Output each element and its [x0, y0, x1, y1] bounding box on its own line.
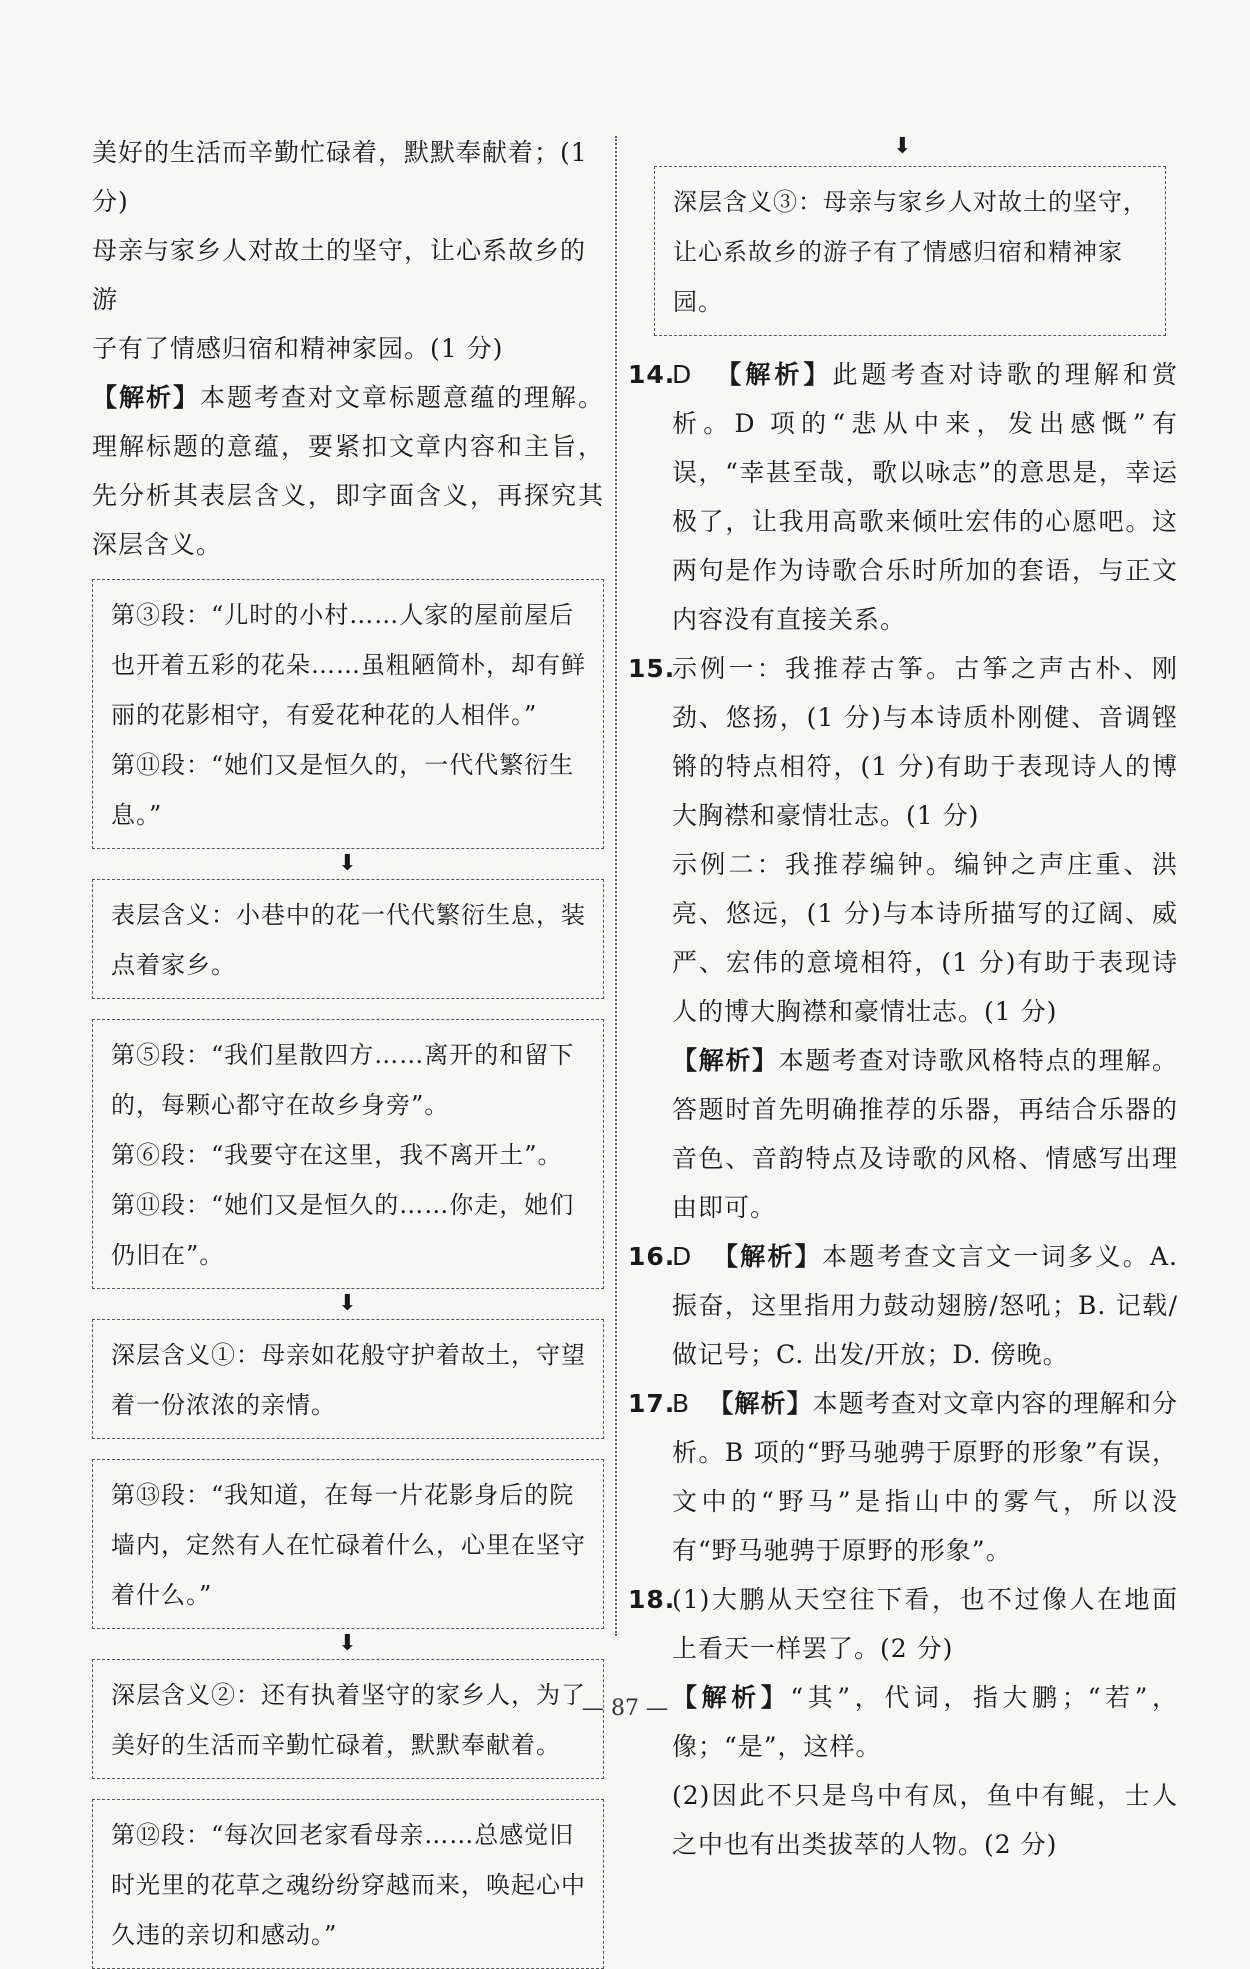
- q18-answer-2: (2)因此不只是鸟中有凤，鱼中有鲲，士人之中也有出类拔萃的人物。(2 分): [672, 1781, 1178, 1859]
- surface-meaning-box: 表层含义：小巷中的花一代代繁衍生息，装点着家乡。: [92, 879, 604, 999]
- left-column: [92, 128, 604, 1969]
- column-divider: [615, 136, 617, 1636]
- deep-meaning-box-3: 深层含义③：母亲与家乡人对故土的坚守，让心系故乡的游子有了情感归宿和精神家园。: [654, 166, 1166, 336]
- intro-line-1: 美好的生活而辛勤忙碌着，默默奉献着；(1 分): [92, 138, 588, 216]
- q17-label: 【解析】: [708, 1389, 813, 1418]
- q16-text: 本题考查文言文一词多义。A. 振奋，这里指用力鼓动翅膀/怒吼；B. 记载/做记号；C. 出发/开放；D. 傍晚。: [672, 1242, 1178, 1369]
- intro-line-3: 子有了情感归宿和精神家园。(1 分): [92, 334, 504, 363]
- q15-number: 15.: [628, 654, 676, 683]
- evidence-box-2: 第⑤段：“我们星散四方……离开的和留下的，每颗心都守在故乡身旁”。 第⑥段：“我要守在这里，我不离开土”。 第⑪段：“她们又是恒久的……你走，她们仍旧在”。: [92, 1019, 604, 1289]
- q15-label: 【解析】: [672, 1046, 779, 1075]
- q14-label: 【解析】: [716, 360, 833, 389]
- title-analysis: [92, 373, 604, 569]
- q14-text: 此题考查对诗歌的理解和赏析。D 项的“悲从中来，发出感慨”有误，“幸甚至哉，歌以咏志”的意思是，幸运极了，让我用高歌来倾吐宏伟的心愿吧。这两句是作为诗歌合乐时所加的套语，与正文内容没有直接关系。: [672, 360, 1178, 634]
- deep-meaning-box-1: 深层含义①：母亲如花般守护着故土，守望着一份浓浓的亲情。: [92, 1319, 604, 1439]
- down-arrow-icon: ⬇: [338, 1291, 358, 1316]
- q17-answer: B: [672, 1389, 691, 1418]
- q16-answer: D: [672, 1242, 693, 1271]
- q18-text: “其”，代词，指大鹏；“若”，像；“是”，这样。: [672, 1683, 1178, 1761]
- q15-text: 本题考查对诗歌风格特点的理解。答题时首先明确推荐的乐器，再结合乐器的音色、音韵特点及诗歌的风格、情感写出理由即可。: [672, 1046, 1178, 1222]
- question-18: [628, 1575, 1178, 1869]
- down-arrow-icon: ⬇: [338, 1631, 358, 1656]
- question-14: [628, 350, 1178, 644]
- analysis-label: 【解析】: [92, 383, 200, 412]
- page-number: — 87 —: [582, 1696, 668, 1721]
- evidence-box-3: 第⑬段：“我知道，在每一片花影身后的院墙内，定然有人在忙碌着什么，心里在坚守着什么。”: [92, 1459, 604, 1629]
- q18-number: 18.: [628, 1585, 676, 1614]
- question-15: [628, 644, 1178, 1232]
- evidence-box-4: 第⑫段：“每次回老家看母亲……总感觉旧时光里的花草之魂纷纷穿越而来，唤起心中久违的亲切和感动。”: [92, 1799, 604, 1969]
- deep-meaning-box-2: 深层含义②：还有执着坚守的家乡人，为了美好的生活而辛勤忙碌着，默默奉献着。: [92, 1659, 604, 1779]
- q18-label: 【解析】: [672, 1683, 791, 1712]
- intro-line-2: 母亲与家乡人对故土的坚守，让心系故乡的游: [92, 236, 587, 314]
- down-arrow-icon: ⬇: [338, 851, 358, 876]
- evidence-box-1: 第③段：“儿时的小村……人家的屋前屋后也开着五彩的花朵……虽粗陋简朴，却有鲜丽的花影相守，有爱花种花的人相伴。” 第⑪段：“她们又是恒久的，一代代繁衍生息。”: [92, 579, 604, 849]
- right-column: [628, 128, 1178, 1869]
- q14-number: 14.: [628, 360, 676, 389]
- question-17: [628, 1379, 1178, 1575]
- q17-text: 本题考查对文章内容的理解和分析。B 项的“野马驰骋于原野的形象”有误，文中的“野马”是指山中的雾气，所以没有“野马驰骋于原野的形象”。: [672, 1389, 1178, 1565]
- down-arrow-icon: ⬇: [893, 134, 913, 159]
- analysis-text: 本题考查对文章标题意蕴的理解。理解标题的意蕴，要紧扣文章内容和主旨，先分析其表层含义，即字面含义，再探究其深层含义。: [92, 383, 604, 559]
- q16-number: 16.: [628, 1242, 676, 1271]
- question-16: [628, 1232, 1178, 1379]
- q17-number: 17.: [628, 1389, 676, 1418]
- q16-label: 【解析】: [712, 1242, 823, 1271]
- q15-example-1: 示例一：我推荐古筝。古筝之声古朴、刚劲、悠扬，(1 分)与本诗质朴刚健、音调铿锵的特点相符，(1 分)有助于表现诗人的博大胸襟和豪情壮志。(1 分): [672, 654, 1178, 830]
- q15-example-2: 示例二：我推荐编钟。编钟之声庄重、洪亮、悠远，(1 分)与本诗所描写的辽阔、威严、宏伟的意境相符，(1 分)有助于表现诗人的博大胸襟和豪情壮志。(1 分): [672, 850, 1178, 1026]
- q14-answer: D: [672, 360, 693, 389]
- q18-answer-1: (1)大鹏从天空往下看，也不过像人在地面上看天一样罢了。(2 分): [672, 1585, 1178, 1663]
